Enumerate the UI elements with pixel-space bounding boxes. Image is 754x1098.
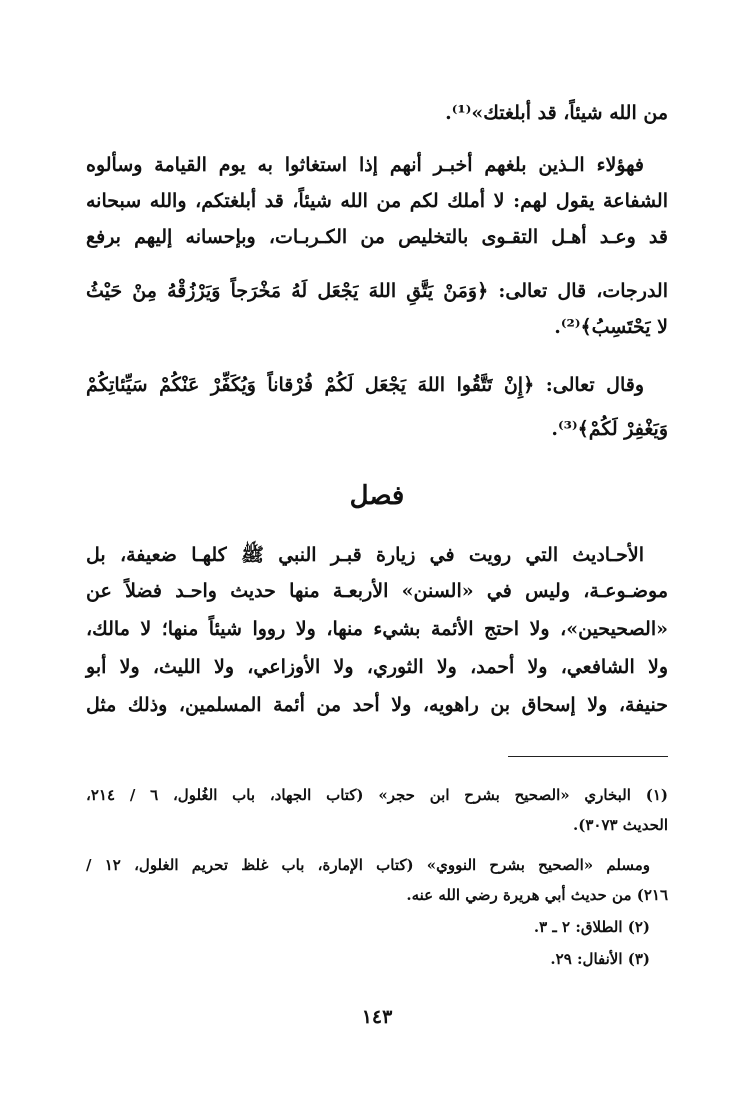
footnote-line: (٢) الطلاق: ٢ ـ ٣. — [533, 918, 650, 936]
body-line: من الله شيئاً، قد أبلغتك»⁽¹⁾. — [445, 102, 668, 124]
footnote-divider — [508, 756, 668, 757]
body-line: الشفاعة يقول لهم: لا أملك لكم من الله شيئاً، قد أبلغتكم، والله سبحانه — [86, 190, 668, 212]
body-line: وَيَغْفِرْ لَكُمْ﴾⁽³⁾. — [551, 418, 668, 440]
footnote-line: الحديث ٣٠٧٣). — [573, 816, 668, 834]
section-heading: فصل — [349, 481, 405, 511]
body-line: لا يَحْتَسِبُ﴾⁽²⁾. — [554, 316, 668, 338]
footnote-line: (١) البخاري «الصحيح بشرح ابن حجر» (كتاب الجهاد، باب الغُلول، ٦ / ٢١٤، — [86, 786, 668, 804]
page-number: ١٤٣ — [361, 1006, 393, 1028]
footnote-line: (٣) الأنفال: ٢٩. — [550, 950, 650, 968]
body-line: «الصحيحين»، ولا احتج الأئمة بشيء منها، ولا رووا شيئاً منها؛ لا مالك، — [86, 618, 668, 640]
footnote-line: ٢١٦) من حديث أبي هريرة رضي الله عنه. — [406, 886, 668, 904]
body-line: قد وعـد أهـل التقـوى بالتخليص من الكـربـات، وبإحسانه إليهم برفع — [86, 226, 668, 248]
body-line: موضـوعـة، وليس في «السنن» الأربعـة منها حديث واحـد فضلاً عن — [86, 580, 668, 602]
body-line: الدرجات، قال تعالى: ﴿وَمَنْ يَتَّقِ اللهَ يَجْعَل لَهُ مَخْرَجاً وَيَرْزُقْهُ مِنْ حَيْثُ — [86, 280, 668, 302]
body-line: الأحـاديث التي رويت في زيارة قبـر النبي ﷺ كلهـا ضعيفة، بل — [86, 544, 644, 566]
body-line: فهؤلاء الـذين بلغهم أخبـر أنهم إذا استغاثوا به يوم القيامة وسألوه — [86, 154, 644, 176]
body-line: حنيفة، ولا إسحاق بن راهويه، ولا أحد من أئمة المسلمين، وذلك مثل — [86, 694, 668, 716]
footnote-line: ومسلم «الصحيح بشرح النووي» (كتاب الإمارة، باب غلظ تحريم الغلول، ١٢ / — [86, 856, 651, 874]
body-line: ولا الشافعي، ولا أحمد، ولا الثوري، ولا الأوزاعي، ولا الليث، ولا أبو — [86, 656, 668, 678]
body-line: وقال تعالى: ﴿إِنْ تَتَّقُوا اللهَ يَجْعَل لَكُمْ فُرْقاناً وَيُكَفِّرْ عَنْكُمْ سَيِّئاتِكُمْ — [86, 374, 644, 396]
